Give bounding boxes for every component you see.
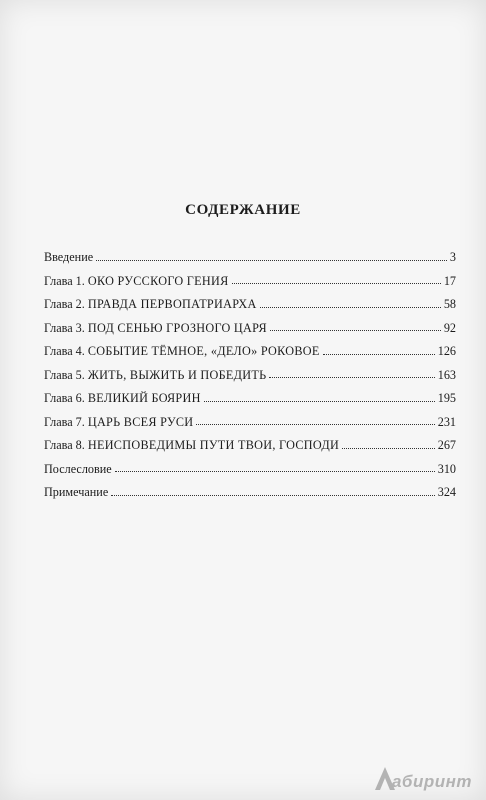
page-title: СОДЕРЖАНИЕ [185,202,301,218]
toc-entry [44,475,456,499]
toc-leader-dots [204,401,435,402]
watermark-text: абиринт [391,772,472,791]
toc-entry-label: Глава 8. НЕИСПОВЕДИМЫ ПУТИ ТВОИ, ГОСПОДИ [44,438,340,453]
toc-page-number: 17 [443,273,456,288]
toc-entry-label: Глава 6. ВЕЛИКИЙ БОЯРИН [44,391,201,406]
toc-entry [44,311,456,335]
toc-leader-dots [232,283,441,284]
table-of-contents [44,240,456,499]
toc-entry-label: Глава 5. ЖИТЬ, ВЫЖИТЬ И ПОБЕДИТЬ [44,367,267,382]
toc-leader-dots [270,330,441,331]
toc-entry [44,452,456,476]
toc-page-number: 324 [437,485,456,500]
toc-entry-label: Послесловие [44,461,112,476]
toc-leader-dots [323,354,435,355]
toc-page-number: 310 [437,461,456,476]
toc-entry-label: Введение [44,250,94,265]
toc-entry [44,334,456,358]
labirint-watermark [374,766,472,792]
toc-entry-label: Глава 1. ОКО РУССКОГО ГЕНИЯ [44,273,229,288]
toc-entry [44,405,456,429]
toc-leader-dots [269,377,434,378]
toc-entry-label: Глава 3. ПОД СЕНЬЮ ГРОЗНОГО ЦАРЯ [44,320,267,335]
toc-page-number: 3 [449,250,456,265]
toc-entry-label: Глава 2. ПРАВДА ПЕРВОПАТРИАРХА [44,297,257,312]
toc-entry-label: Глава 7. ЦАРЬ ВСЕЯ РУСИ [44,414,194,429]
toc-page-number: 231 [437,414,456,429]
toc-entry [44,264,456,288]
toc-entry [44,358,456,382]
toc-entry [44,240,456,264]
toc-leader-dots [115,471,435,472]
toc-leader-dots [96,260,447,261]
toc-leader-dots [260,307,441,308]
toc-entry [44,287,456,311]
toc-page-number: 195 [437,391,456,406]
toc-entry [44,428,456,452]
toc-page-number: 92 [443,320,456,335]
toc-page-number: 126 [437,344,456,359]
toc-page-number: 58 [443,297,456,312]
toc-entry-label: Глава 4. СОБЫТИЕ ТЁМНОЕ, «ДЕЛО» РОКОВОЕ [44,344,320,359]
toc-page-number: 163 [437,367,456,382]
toc-page-number: 267 [437,438,456,453]
toc-leader-dots [342,448,435,449]
toc-entry-label: Примечание [44,485,109,500]
toc-leader-dots [196,424,434,425]
toc-entry [44,381,456,405]
toc-leader-dots [111,495,434,496]
